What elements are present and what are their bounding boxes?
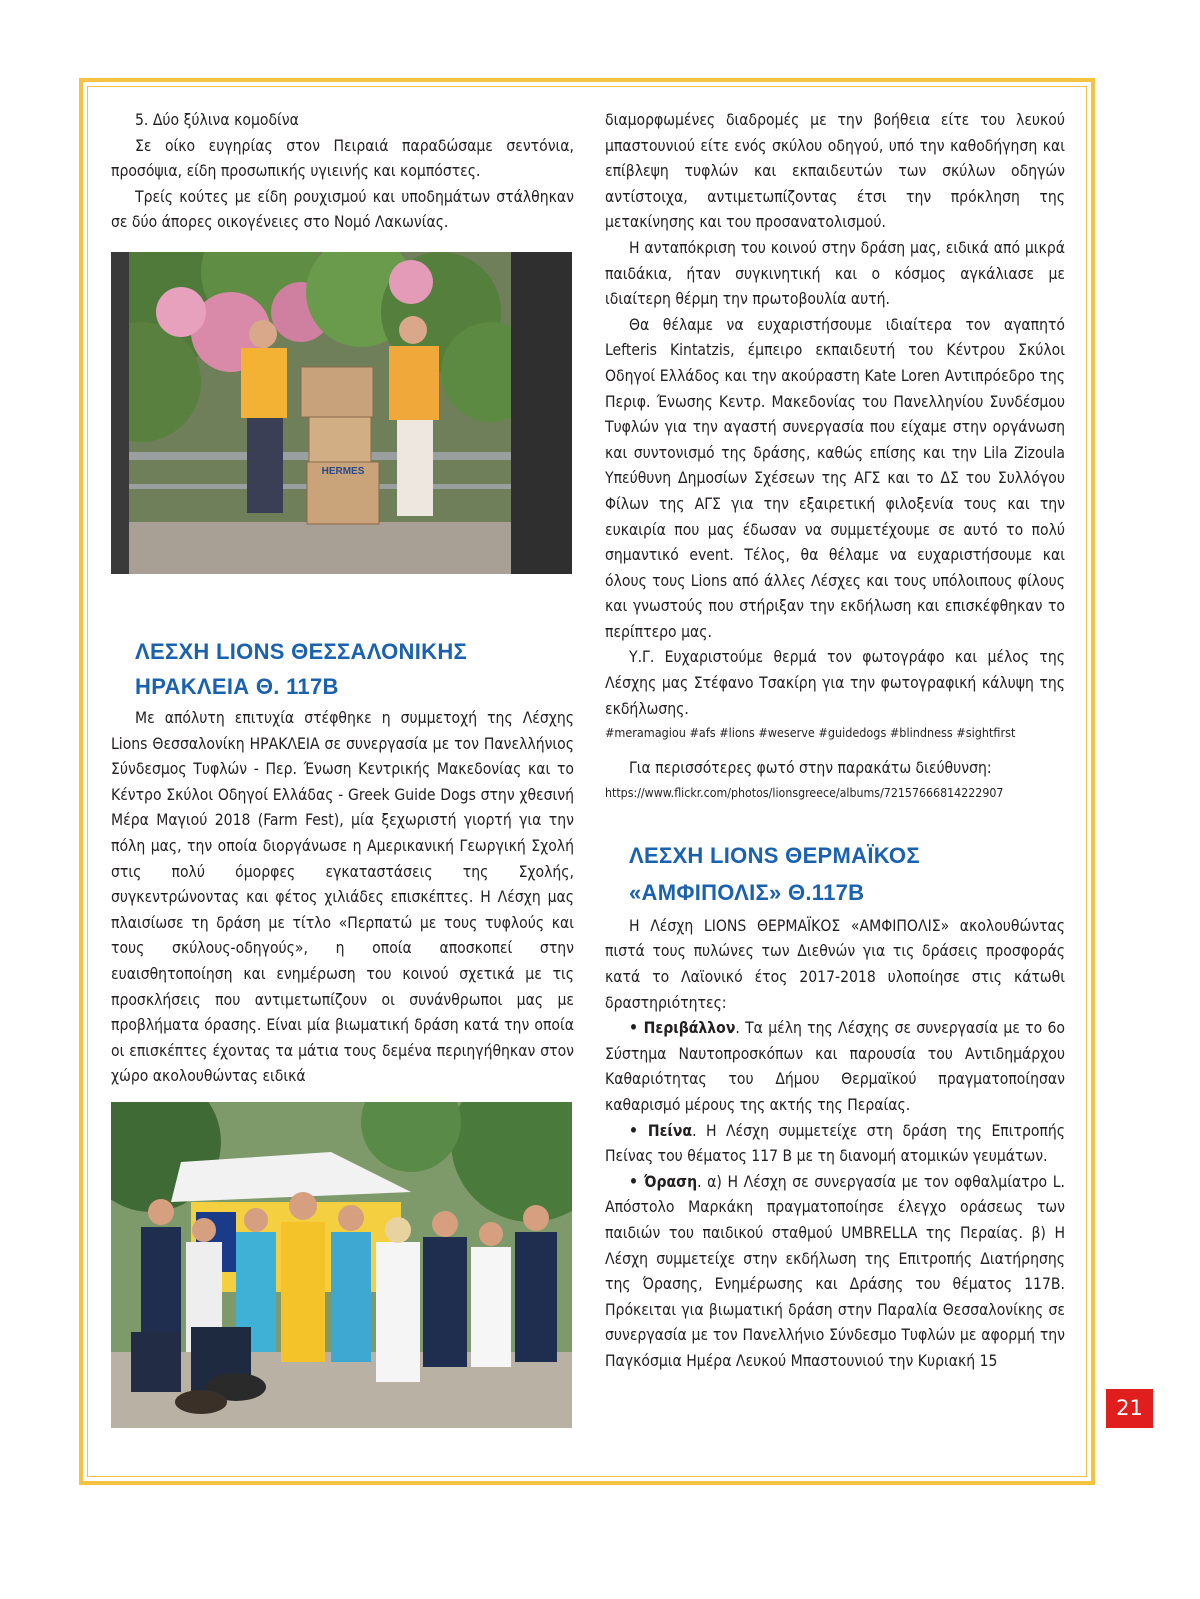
- bullet-label: • Πείνα: [629, 1121, 693, 1140]
- paragraph: διαμορφωμένες διαδρομές με την βοήθεια είτε του λευκού μπαστουνιού είτε ενός σκύλου οδηγού, υπό την καθοδήγηση και επίβλεψη τυφλών και εκπαιδευτών των σκύλων οδηγών αντίστοιχα, αντιμετωπίζοντας έτσι την πρόκληση της μετακίνησης και του προσανατολισμού.: [605, 111, 1065, 232]
- bullet-text: . Η Λέσχη συμμετείχε στη δράση της Επιτροπής Πείνας του θέματος 117 Β με τη διανομή ατομικών γευμάτων.: [605, 1121, 1065, 1166]
- paragraph: Θα θέλαμε να ευχαριστήσουμε ιδιαίτερα τον αγαπητό Lefteris Kintatzis, έμπειρο εκπαιδευτή του Κέντρου Σκύλοι Οδηγοί Ελλάδος και την ακούραστη Kate Loren Αντιπρόεδρο της Περιφ. Ένωσης Κεντρ. Μακεδονίας του Πανελληνίου Συνδέσμου Τυφλών για την αγαστή συνεργασία που είχαμε στην οργάνωση και συντονισμό της δράσης, καθώς επίσης και την Lila Zizoula Υπεύθυνη Δημοσίων Σχέσεων της ΑΓΣ και το ΔΣ του Συλλόγου Φίλων της ΑΓΣ για την εξαιρετική φιλοξενία τους και την ευκαιρία που μας έδωσαν να συμμετέχουμε σε αυτό το πολύ σημαντικό event. Τέλος, θα θέλαμε να ευχαριστήσουμε και όλους τους Lions από άλλες Λέσχες και τους υπόλοιπους φίλους και γνωστούς που στήριξαν την εκδήλωση και επισκέφθηκαν το περίπτερο μας.: [605, 315, 1065, 641]
- left-column: [111, 108, 574, 1428]
- bullet-vision: [605, 1170, 1065, 1375]
- bullet-environment: [605, 1016, 1065, 1118]
- paragraph: Τρείς κούτες με είδη ρουχισμού και υποδημάτων στάλθηκαν σε δύο άπορες οικογένειες στο Νομό Λακωνίας.: [111, 187, 574, 232]
- bullet-hunger: [605, 1119, 1065, 1170]
- album-link[interactable]: https://www.flickr.com/photos/lionsgreece/albums/72157666814222907: [605, 785, 1004, 800]
- section-heading-2-line1: ΛΕΣΧΗ LIONS ΘΕΡΜΑΪΚΟΣ: [629, 842, 920, 868]
- paragraph: Σε οίκο ευγηρίας στον Πειραιά παραδώσαμε σεντόνια, προσόψια, είδη προσωπικής υγιεινής και κομπόστες.: [111, 136, 574, 181]
- paragraph: 5. Δύο ξύλινα κομοδίνα: [135, 111, 299, 129]
- bullet-text: . Τα μέλη της Λέσχης σε συνεργασία με το 6ο Σύστημα Ναυτοπροσκόπων και παρουσία του Αντιδημάρχου Καθαριότητας του Δήμου Θερμαϊκού πραγματοποίησαν καθαρισμό μέρους της ακτής της Περαίας.: [605, 1019, 1065, 1114]
- photo-group-event: [111, 1102, 572, 1428]
- bullet-text: . α) Η Λέσχη σε συνεργασία με τον οφθαλμίατρο L. Απόστολο Μαρκάκη πραγματοποίησε έλεγχο οράσεως των παιδιών του παιδικού σταθμού UMBRELLA της Περαίας. β) Η Λέσχη συμμετείχε στην εκδήλωση της Επιτροπής Διατήρησης της Όρασης, Ενημέρωσης και Δράσης του θέματος 117Β. Πρόκειται για βιωματική δράση στην Παραλία Θεσσαλονίκης σε συνεργασία με τον Πανελλήνιο Σύνδεσμο Τυφλών με αφορμή την Παγκόσμια Ημέρα Λευκού Μπαστουνιού την Κυριακή 15: [605, 1172, 1065, 1370]
- paragraph: Η Λέσχη LIONS ΘΕΡΜΑΪΚΟΣ «ΑΜΦΙΠΟΛΙΣ» ακολουθώντας πιστά τους πυλώνες των Διεθνών για τις δράσεις προσφοράς κατά το Λαϊονικό έτος 2017-2018 υλοποίησε στις κάτωθι δραστηριότητες:: [605, 916, 1065, 1012]
- photo-donation-boxes: [111, 252, 572, 574]
- more-photos-text: Για περισσότερες φωτό στην παρακάτω διεύθυνση:: [629, 759, 992, 778]
- box-label: HERMES: [321, 465, 365, 477]
- section-heading-1-line1: ΛΕΣΧΗ LIONS ΘΕΣΣΑΛΟΝΙΚΗΣ: [135, 638, 468, 664]
- bullet-label: • Περιβάλλον: [629, 1019, 736, 1038]
- right-column: [605, 108, 1065, 1375]
- paragraph: Υ.Γ. Ευχαριστούμε θερμά τον φωτογράφο και μέλος της Λέσχης μας Στέφανο Τσακίρη για την φωτογραφική κάλυψη της εκδήλωσης.: [605, 648, 1065, 718]
- page-number: 21: [1106, 1389, 1153, 1428]
- hashtags: #meramagiou #afs #lions #weserve #guidedogs #blindness #sightfirst: [605, 725, 1016, 741]
- paragraph: Με απόλυτη επιτυχία στέφθηκε η συμμετοχή της Λέσχης Lions Θεσσαλονίκη ΗΡΑΚΛΕΙΑ σε συνεργασία με τον Πανελλήνιος Σύνδεσμος Τυφλών - Περ. Ένωση Κεντρικής Μακεδονίας και το Κέντρο Σκύλοι Οδηγοί Ελλάδας - Greek Guide Dogs στην χθεσινή Μέρα Μαγιού 2018 (Farm Fest), μία ξεχωριστή γιορτή για την πόλη μας, την οποία διοργάνωσε η Αμερικανική Γεωργική Σχολή στις πολύ όμορφες εγκαταστάσεις της Σχολής, συγκεντρώνοντας και φέτος χιλιάδες επισκέπτες. Η Λέσχη μας πλαισίωσε τη δράση με τίτλο «Περπατώ με τους τυφλούς και τους σκύλους-οδηγούς», η οποία αποσκοπεί στην ευαισθητοποίηση και ενημέρωση του κοινού σχετικά με τις προσκλήσεις που αντιμετωπίζουν οι συνάνθρωποι μας με προβλήματα όρασης. Είναι μία βιωματική δράση κατά την οποία οι επισκέπτες έχοντας τα μάτια τους δεμένα περιηγήθηκαν στον χώρο ακολουθώντας ειδικά: [111, 708, 574, 1086]
- section-heading-1-line2: ΗΡΑΚΛΕΙΑ Θ. 117Β: [135, 673, 339, 699]
- section-heading-2-line2: «ΑΜΦΙΠΟΛΙΣ» Θ.117Β: [629, 879, 865, 905]
- bullet-label: • Όραση: [629, 1172, 698, 1191]
- paragraph: Η ανταπόκριση του κοινού στην δράση μας, ειδικά από μικρά παιδάκια, ήταν συγκινητική και ο κόσμος αγκάλιασε με ιδιαίτερη θέρμη την πρωτοβουλία αυτή.: [605, 238, 1065, 309]
